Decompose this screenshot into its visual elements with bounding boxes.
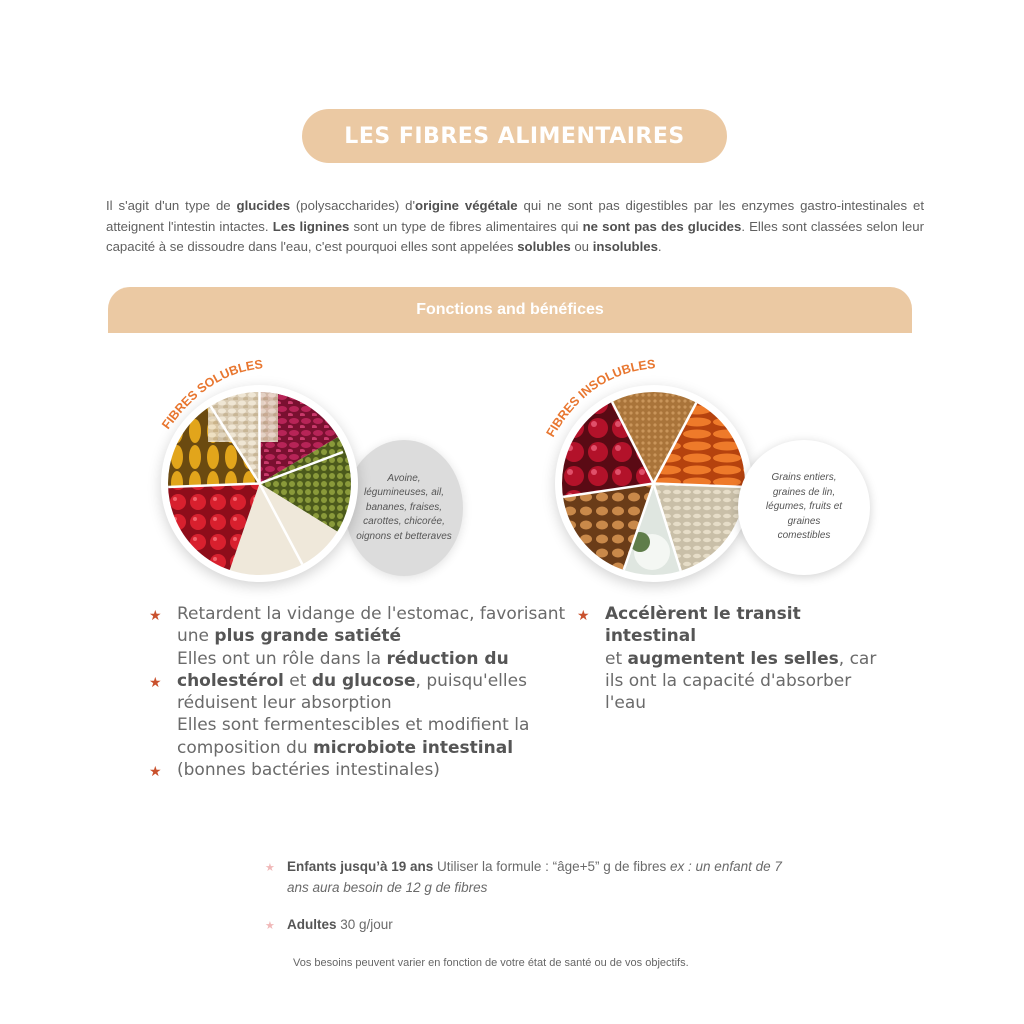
intro-text: ou xyxy=(570,239,593,254)
children-example: ex : un enfant de 7 ans aura besoin de 12 g de fibres xyxy=(287,859,782,895)
star-icon: ★ xyxy=(577,608,590,624)
insoluble-foods-text: Grains entiers, graines de lin, légumes, fruits et graines comestibles xyxy=(765,472,843,542)
intro-bold: insolubles xyxy=(592,239,658,254)
list-item xyxy=(577,648,877,670)
list-item xyxy=(149,737,569,759)
list-item xyxy=(149,603,569,625)
adults-value: 30 g/jour xyxy=(336,917,393,932)
list-bold: Accélèrent le transit intestinal xyxy=(605,604,801,647)
soluble-benefits-list xyxy=(149,603,569,781)
list-item xyxy=(149,625,569,647)
list-text: l'eau xyxy=(605,693,647,714)
list-text: Elles sont fermentescibles et modifient la xyxy=(177,715,530,736)
insoluble-label-text: FIBRES INSOLUBLES xyxy=(543,357,656,440)
star-icon: ★ xyxy=(265,862,275,874)
list-text: Retardent la vidange de l'estomac, favorisant xyxy=(177,604,566,624)
list-bold: du glucose xyxy=(311,670,416,691)
list-text: et xyxy=(283,670,312,691)
list-bold: cholestérol xyxy=(177,670,284,691)
page-title: LES FIBRES ALIMENTAIRES xyxy=(344,123,685,149)
list-text: une xyxy=(177,626,215,647)
list-item xyxy=(577,670,877,692)
disclaimer-note: Vos besoins peuvent varier en fonction de votre état de santé ou de vos objectifs. xyxy=(293,957,689,969)
children-formula: Utiliser la formule : “âge+5” g de fibres xyxy=(433,859,671,874)
children-text xyxy=(287,856,807,898)
section-title: Fonctions and bénéfices xyxy=(416,301,604,318)
list-text: , car xyxy=(838,648,877,669)
list-item xyxy=(149,692,569,714)
intro-text: . xyxy=(657,239,662,254)
intro-bold: origine végétale xyxy=(415,198,518,213)
intro-bold: Les lignines xyxy=(272,218,350,234)
list-item xyxy=(149,648,569,670)
intro-bold: ne sont pas des glucides xyxy=(582,218,742,234)
insoluble-food-image xyxy=(562,392,745,575)
star-icon: ★ xyxy=(265,920,275,932)
star-icon: ★ xyxy=(149,764,162,781)
intro-text: (polysaccharides) d' xyxy=(290,198,416,213)
list-item xyxy=(149,759,569,781)
adults-label: Adultes xyxy=(287,917,337,932)
children-label: Enfants jusqu’à 19 ans xyxy=(287,859,434,874)
list-item xyxy=(149,670,569,692)
star-icon: ★ xyxy=(149,608,162,624)
list-bold: plus grande satiété xyxy=(214,626,402,647)
intro-bold: solubles xyxy=(517,239,571,254)
list-text: réduisent leur absorption xyxy=(177,693,392,714)
soluble-foods-text: Avoine, légumineuses, ail, bananes, fraises, carottes, chicorée, oignons et betteraves xyxy=(356,472,452,542)
list-text: , puisqu'elles xyxy=(415,670,527,691)
intro-text: qui ne sont pas digestibles par les enzymes gastro-intestinales et atteignent l'intestin intactes. xyxy=(106,198,924,234)
list-text: Elles ont un rôle dans la xyxy=(177,648,387,669)
adults-text xyxy=(287,914,807,935)
list-text: (bonnes bactéries intestinales) xyxy=(177,760,440,781)
soluble-food-image xyxy=(168,392,351,575)
soluble-label-text: FIBRES SOLUBLES xyxy=(159,357,264,432)
list-item xyxy=(149,714,569,736)
star-icon: ★ xyxy=(149,674,162,691)
insoluble-foods-bubble xyxy=(738,440,870,575)
list-bold: microbiote intestinal xyxy=(313,737,514,758)
title-banner xyxy=(302,109,727,163)
list-item xyxy=(577,603,877,648)
list-text: et xyxy=(605,648,628,669)
intro-text: Il s'agit d'un type de xyxy=(106,198,237,213)
list-text: composition du xyxy=(177,737,314,758)
insoluble-benefits-list xyxy=(577,603,877,714)
list-text: ils ont la capacité d'absorber xyxy=(605,670,852,691)
section-header xyxy=(108,287,912,333)
intro-text: sont un type de fibres alimentaires qui xyxy=(349,218,583,234)
soluble-foods-bubble xyxy=(345,440,463,576)
intro-text: . Elles sont classées selon leur capacité à se dissoudre dans l'eau, c'est pourquoi elles sont appelées xyxy=(106,218,924,254)
intro-bold: glucides xyxy=(236,198,291,213)
list-bold: augmentent les selles xyxy=(627,648,839,669)
list-item xyxy=(577,692,877,714)
intro-paragraph xyxy=(106,196,924,258)
list-bold: réduction du xyxy=(386,648,509,669)
